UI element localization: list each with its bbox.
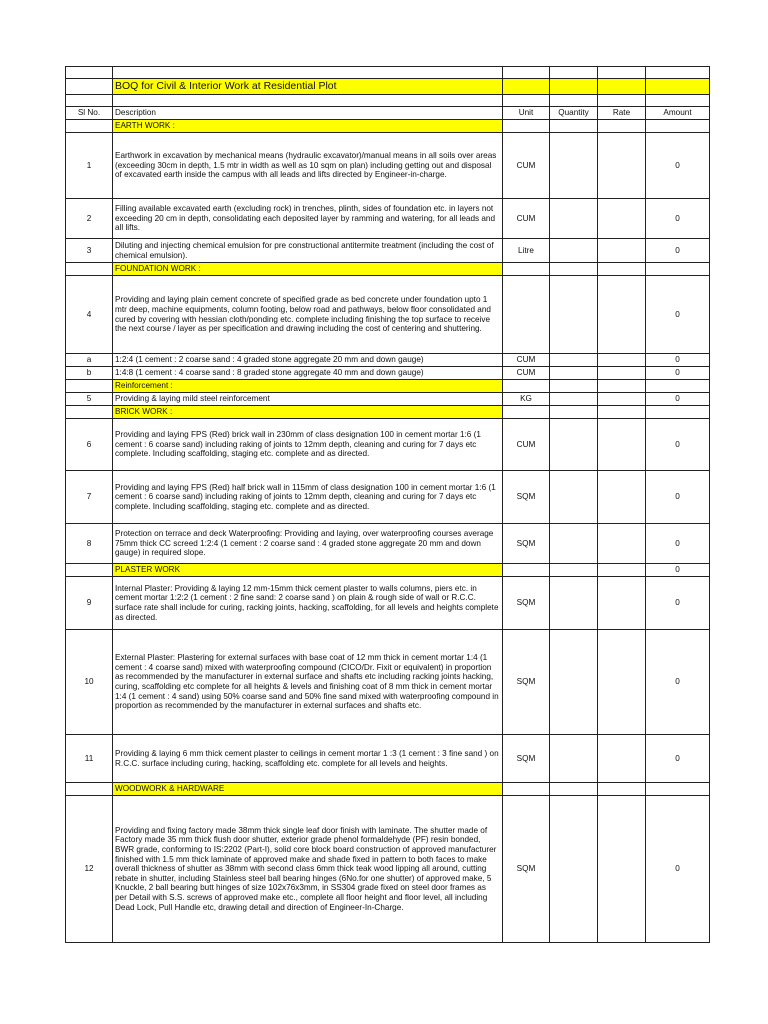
header-rate: Rate: [598, 107, 646, 120]
item-description: Internal Plaster: Providing & laying 12 mm-15mm thick cement plaster to walls columns, piers etc. in cement mortar 1:2:2 (1 cement : 2 fine sand: 2 coarse sand ) on plain & rough side of wall or R.C.C. surface rate shall include for curing, racking joints, hacking, scaffolding, for all levels and heights complete as directed.: [113, 577, 503, 630]
item-amount: 0: [646, 199, 710, 239]
item-description: Earthwork in excavation by mechanical means (hydraulic excavator)/manual means in all soils over areas (exceeding 30cm in depth, 1.5 mtr in width as well as 10 sqm on plan) including getting out and disposal of excavated earth inside the campus with all leads and lifts directed by Engineer-in-charge.: [113, 133, 503, 199]
item-unit: CUM: [503, 199, 550, 239]
table-row: a 1:2:4 (1 cement : 2 coarse sand : 4 graded stone aggregate 20 mm and down gauge) CUM 0: [66, 354, 710, 367]
table-row: 5 Providing & laying mild steel reinforcement KG 0: [66, 393, 710, 406]
item-unit: SQM: [503, 524, 550, 564]
item-description: Filling available excavated earth (excluding rock) in trenches, plinth, sides of foundation etc. in layers not exceeding 20 cm in depth, consolidating each deposited layer by ramming and watering, for all leads and all lifts.: [113, 199, 503, 239]
item-amount: 0: [646, 471, 710, 524]
blank-row: [66, 95, 710, 107]
table-row: 10 External Plaster: Plastering for external surfaces with base coat of 12 mm thick in cement mortar 1:4 (1 cement : 4 coarse sand) mixed with waterproofing compound (CICO/Dr. Fixit or equivalent) in proportion as recommended by the manufacturer in external surface and shafts etc including racking joints hacking, curing, scaffolding etc complete for all heights & levels and finishing coat of 8 mm thick in cement mortar 1:4 (1 cement : 4 sand) using 50% coarse sand and 50% fine sand mixed with waterproofing compound in proportion as recommended by the manufacturer in external surfaces and shafts etc. SQM 0: [66, 630, 710, 735]
section-reinforcement: [66, 380, 710, 393]
item-description: Providing & laying 6 mm thick cement plaster to ceilings in cement mortar 1 :3 (1 cement : 3 fine sand ) on R.C.C. surface including curing, hacking, scaffolding etc. complete for all levels and heights.: [113, 735, 503, 783]
header-quantity: Quantity: [550, 107, 598, 120]
header-description: Description: [113, 107, 503, 120]
title-row: [66, 79, 710, 95]
item-unit: SQM: [503, 796, 550, 943]
table-row: 9 Internal Plaster: Providing & laying 12 mm-15mm thick cement plaster to walls columns, piers etc. in cement mortar 1:2:2 (1 cement : 2 fine sand: 2 coarse sand ) on plain & rough side of wall or R.C.C. surface rate shall include for curing, racking joints, hacking, scaffolding, for all levels and heights complete as directed. SQM 0: [66, 577, 710, 630]
header-row: [66, 107, 710, 120]
section-brick-work: [66, 406, 710, 419]
item-amount: 0: [646, 133, 710, 199]
item-unit: CUM: [503, 367, 550, 380]
item-unit: SQM: [503, 735, 550, 783]
item-description: 1:2:4 (1 cement : 2 coarse sand : 4 graded stone aggregate 20 mm and down gauge): [113, 354, 503, 367]
section-label: Reinforcement :: [113, 380, 503, 393]
item-amount: 0: [646, 564, 710, 577]
item-unit: CUM: [503, 133, 550, 199]
item-amount: 0: [646, 239, 710, 263]
table-row: 2 Filling available excavated earth (excluding rock) in trenches, plinth, sides of foundation etc. in layers not exceeding 20 cm in depth, consolidating each deposited layer by ramming and watering, for all leads and all lifts. CUM 0: [66, 199, 710, 239]
table-row: 12 Providing and fixing factory made 38mm thick single leaf door finish with laminate. The shutter made of Factory made 35 mm thick flush door shutter, exterior grade phenol formaldehyde (PF) resin bonded, BWR grade, conforming to IS:2202 (Part-I), solid core block board construction of approved manufacturer finished with 1.5 mm thick laminate of approved make and shade fixed in pattern to both faces to make overall thickness of shutter as 38mm with second class 6mm thick teak wood lipping all around, cutting rebate in shutter, including Stainless steel ball bearing hinges (6No.for one shutter) of approved make, 5 Knuckle, 2 ball bearing butt hinges of size 102x76x3mm, in SS304 grade fixed on steel door frames as per Detail with S.S. screws of approved make etc., complete all floor height and floor level, all including Dead Lock, Pull Handle etc, drawing detail and direction of Engineer-In-Charge. SQM 0: [66, 796, 710, 943]
item-unit: KG: [503, 393, 550, 406]
table-row: 1 Earthwork in excavation by mechanical means (hydraulic excavator)/manual means in all soils over areas (exceeding 30cm in depth, 1.5 mtr in width as well as 10 sqm on plan) including getting out and disposal of excavated earth inside the campus with all leads and lifts directed by Engineer-in-charge. CUM 0: [66, 133, 710, 199]
section-label: WOODWORK & HARDWARE: [113, 783, 503, 796]
section-label: FOUNDATION WORK :: [113, 263, 503, 276]
item-unit: [503, 276, 550, 354]
item-description: 1:4:8 (1 cement : 4 coarse sand : 8 graded stone aggregate 40 mm and down gauge): [113, 367, 503, 380]
item-unit: SQM: [503, 577, 550, 630]
item-unit: CUM: [503, 419, 550, 471]
item-amount: 0: [646, 393, 710, 406]
table-row: 11 Providing & laying 6 mm thick cement plaster to ceilings in cement mortar 1 :3 (1 cement : 3 fine sand ) on R.C.C. surface including curing, hacking, scaffolding etc. complete for all levels and heights. SQM 0: [66, 735, 710, 783]
section-plaster-work: [66, 564, 710, 577]
section-label: PLASTER WORK: [113, 564, 503, 577]
section-earth-work: [66, 120, 710, 133]
item-description: Diluting and injecting chemical emulsion for pre constructional antitermite treatment (including the cost of chemical emulsion).: [113, 239, 503, 263]
item-description: Providing and laying FPS (Red) half brick wall in 115mm of class designation 100 in cement mortar 1:6 (1 cement : 6 coarse sand) including raking of joints to 12mm depth, cleaning and curing for 7 days etc complete. Including scaffolding, staging etc. complete and as directed.: [113, 471, 503, 524]
section-woodwork-hardware: [66, 783, 710, 796]
item-amount: 0: [646, 419, 710, 471]
table-row: b 1:4:8 (1 cement : 4 coarse sand : 8 graded stone aggregate 40 mm and down gauge) CUM 0: [66, 367, 710, 380]
boq-table: [65, 66, 710, 943]
item-description: Providing & laying mild steel reinforcement: [113, 393, 503, 406]
item-amount: 0: [646, 735, 710, 783]
item-amount: 0: [646, 630, 710, 735]
item-amount: 0: [646, 367, 710, 380]
item-unit: Litre: [503, 239, 550, 263]
section-label: BRICK WORK :: [113, 406, 503, 419]
table-row: 7 Providing and laying FPS (Red) half brick wall in 115mm of class designation 100 in cement mortar 1:6 (1 cement : 6 coarse sand) including raking of joints to 12mm depth, cleaning and curing for 7 days etc complete. Including scaffolding, staging etc. complete and as directed. SQM 0: [66, 471, 710, 524]
table-row: 6 Providing and laying FPS (Red) brick wall in 230mm of class designation 100 in cement mortar 1:6 (1 cement : 6 coarse sand) including raking of joints to 12mm depth, cleaning and curing for 7 days etc complete. Including scaffolding, staging etc. complete and as directed. CUM 0: [66, 419, 710, 471]
item-unit: SQM: [503, 630, 550, 735]
item-amount: 0: [646, 524, 710, 564]
section-label: EARTH WORK :: [113, 120, 503, 133]
table-row: 4 Providing and laying plain cement concrete of specified grade as bed concrete under foundation upto 1 mtr deep, machine equipments, column footing, below road and pathways, below floor consolidated and cured by covering with hessian cloth/ponding etc. complete including finishing the top surface to receive the next course / layer as per specification and drawing including the cost of centering and shuttering. 0: [66, 276, 710, 354]
item-description: Protection on terrace and deck Waterproofing: Providing and laying, over waterproofing courses average 75mm thick CC screed 1:2:4 (1 cement : 2 coarse sand : 4 graded stone aggregate 20 mm and down gauge) in required slope.: [113, 524, 503, 564]
table-row: 3 Diluting and injecting chemical emulsion for pre constructional antitermite treatment (including the cost of chemical emulsion). Litre 0: [66, 239, 710, 263]
header-sl: Sl No.: [66, 107, 113, 120]
item-amount: 0: [646, 796, 710, 943]
section-foundation-work: [66, 263, 710, 276]
blank-top-row: [66, 67, 710, 79]
table-row: 8 Protection on terrace and deck Waterproofing: Providing and laying, over waterproofing courses average 75mm thick CC screed 1:2:4 (1 cement : 2 coarse sand : 4 graded stone aggregate 20 mm and down gauge) in required slope. SQM 0: [66, 524, 710, 564]
header-amount: Amount: [646, 107, 710, 120]
item-amount: 0: [646, 577, 710, 630]
item-amount: 0: [646, 354, 710, 367]
item-description: Providing and laying plain cement concrete of specified grade as bed concrete under foundation upto 1 mtr deep, machine equipments, column footing, below road and pathways, below floor consolidated and cured by covering with hessian cloth/ponding etc. complete including finishing the top surface to receive the next course / layer as per specification and drawing including the cost of centering and shuttering.: [113, 276, 503, 354]
item-unit: CUM: [503, 354, 550, 367]
page-title: BOQ for Civil & Interior Work at Residential Plot: [113, 79, 503, 95]
item-amount: 0: [646, 276, 710, 354]
item-description: Providing and fixing factory made 38mm thick single leaf door finish with laminate. The shutter made of Factory made 35 mm thick flush door shutter, exterior grade phenol formaldehyde (PF) resin bonded, BWR grade, conforming to IS:2202 (Part-I), solid core block board construction of approved manufacturer finished with 1.5 mm thick laminate of approved make and shade fixed in pattern to both faces to make overall thickness of shutter as 38mm with second class 6mm thick teak wood lipping all around, cutting rebate in shutter, including Stainless steel ball bearing hinges (6No.for one shutter) of approved make, 5 Knuckle, 2 ball bearing butt hinges of size 102x76x3mm, in SS304 grade fixed on steel door frames as per Detail with S.S. screws of approved make etc., complete all floor height and floor level, all including Dead Lock, Pull Handle etc, drawing detail and direction of Engineer-In-Charge.: [113, 796, 503, 943]
item-description: External Plaster: Plastering for external surfaces with base coat of 12 mm thick in cement mortar 1:4 (1 cement : 4 coarse sand) mixed with waterproofing compound (CICO/Dr. Fixit or equivalent) in proportion as recommended by the manufacturer in external surface and shafts etc including racking joints hacking, curing, scaffolding etc complete for all heights & levels and finishing coat of 8 mm thick in cement mortar 1:4 (1 cement : 4 sand) using 50% coarse sand and 50% fine sand mixed with waterproofing compound in proportion as recommended by the manufacturer in external surfaces and shafts etc.: [113, 630, 503, 735]
item-description: Providing and laying FPS (Red) brick wall in 230mm of class designation 100 in cement mortar 1:6 (1 cement : 6 coarse sand) including raking of joints to 12mm depth, cleaning and curing for 7 days etc complete. Including scaffolding, staging etc. complete and as directed.: [113, 419, 503, 471]
header-unit: Unit: [503, 107, 550, 120]
item-unit: SQM: [503, 471, 550, 524]
